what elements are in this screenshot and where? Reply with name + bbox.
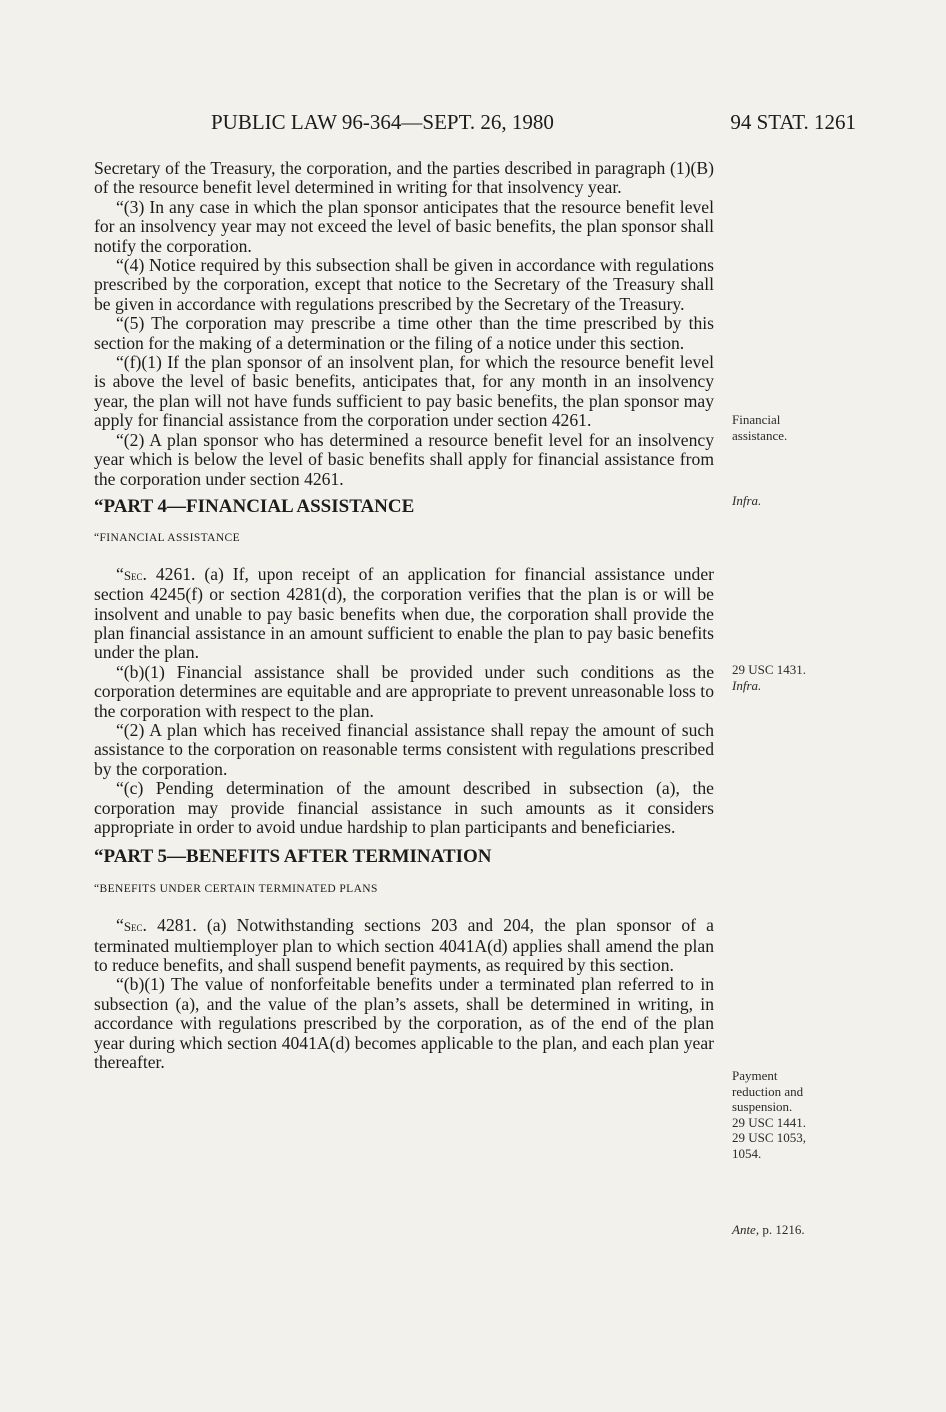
margin-text: suspension. — [732, 1099, 793, 1114]
paragraph: “(b)(1) The value of nonforfeitable benefits under a terminated plan referred to in subsection (a), and the value of the plan’s assets, shall be determined in writing, in accordance with regulations prescribed by the corporation, as of the end of the plan year during which section 4041A(d) becomes applicable to the plan, and each plan year thereafter. — [94, 974, 714, 1073]
section-4281 — [94, 916, 714, 975]
margin-text: Ante, — [732, 1222, 760, 1237]
section-abbrev: Sec — [123, 567, 143, 583]
margin-text: reduction and — [732, 1083, 804, 1099]
section-abbrev: Sec — [123, 919, 143, 935]
margin-note-payment-reduction — [732, 1068, 842, 1161]
margin-text: Financial — [732, 412, 781, 427]
margin-text: assistance. — [732, 427, 788, 443]
paragraph: “(2) A plan sponsor who has determined a resource benefit level for an insolvency year which is below the level of basic benefits shall apply for financial assistance from the corporation under section 4261. — [94, 429, 714, 489]
public-law-title: PUBLIC LAW 96-364—SEPT. 26, 1980 — [211, 110, 554, 134]
margin-text: 29 USC 1431. — [732, 662, 807, 677]
paragraph: “(3) In any case in which the plan sponsor anticipates that the resource benefit level for an insolvency year may not exceed the level of basic benefits, the plan sponsor shall notify the corporation. — [94, 196, 714, 256]
margin-note-ante — [732, 1222, 842, 1238]
margin-text: Payment — [732, 1068, 778, 1083]
section-4261 — [94, 565, 714, 663]
paragraph: “(5) The corporation may prescribe a time other than the time prescribed by this section for the making of a determination or the filing of a notice under this section. — [94, 313, 714, 353]
statute-body — [94, 159, 714, 1072]
margin-note-usc-1431 — [732, 662, 842, 693]
margin-text: Infra. — [732, 677, 762, 693]
section-text: . 4261. (a) If, upon receipt of an application for financial assistance under section 4245(f) or section 4281(d), the corporation verifies that the plan is or will be insolvent and unable to pay basic benefits when due, the corporation shall provide the plan financial assistance in an amount sufficient to enable the plan to pay basic benefits under the plan. — [94, 563, 714, 663]
margin-note-infra — [732, 493, 842, 509]
margin-text: 29 USC 1441. — [732, 1114, 807, 1130]
section-text: . 4281. (a) Notwithstanding sections 203 and 204, the plan sponsor of a terminated multiemployer plan to which section 4041A(d) applies shall amend the plan to reduce benefits, and shall suspend benefit payments, as required by this section. — [94, 915, 714, 976]
paragraph: “(f)(1) If the plan sponsor of an insolvent plan, for which the resource benefit level is above the level of basic benefits, anticipates that, for any month in an insolvency year, the plan will not have funds sufficient to pay basic benefits, the plan sponsor may apply for financial assistance from the corporation under section 4261. — [94, 352, 714, 431]
paragraph: “(4) Notice required by this subsection shall be given in accordance with regulations prescribed by the corporation, except that notice to the Secretary of the Treasury shall be given in accordance with regulations prescribed by the Secretary of the Treasury. — [94, 255, 714, 314]
quote-mark: “ — [116, 915, 124, 936]
part-5-subheading: “BENEFITS UNDER CERTAIN TERMINATED PLANS — [94, 882, 378, 895]
part-5-heading: “PART 5—BENEFITS AFTER TERMINATION — [94, 846, 492, 868]
margin-text: 1054. — [732, 1145, 762, 1161]
paragraph: “(b)(1) Financial assistance shall be provided under such conditions as the corporation determines are equitable and are appropriate to prevent unreasonable loss to the corporation with respect to the plan. — [94, 661, 714, 721]
page-header — [96, 110, 856, 140]
margin-text: 29 USC 1053, — [732, 1130, 807, 1145]
part-4-subheading: “FINANCIAL ASSISTANCE — [94, 532, 241, 545]
paragraph: Secretary of the Treasury, the corporation, and the parties described in paragraph (1)(B) of the resource benefit level determined in writing for that insolvency year. — [94, 158, 714, 198]
paragraph: “(2) A plan which has received financial assistance shall repay the amount of such assistance to the corporation on reasonable terms consistent with regulations prescribed by the corporation. — [94, 719, 714, 779]
statute-page-number: 94 STAT. 1261 — [730, 110, 856, 134]
margin-text: Infra. — [732, 493, 762, 508]
quote-mark: “ — [116, 563, 124, 584]
margin-text: p. 1216. — [759, 1222, 805, 1237]
part-4-heading: “PART 4—FINANCIAL ASSISTANCE — [94, 495, 415, 517]
margin-note-financial-assistance — [732, 412, 842, 443]
paragraph: “(c) Pending determination of the amount described in subsection (a), the corporation may provide financial assistance in such amounts as it considers appropriate in order to avoid undue hardship to plan participants and beneficiaries. — [94, 778, 714, 837]
